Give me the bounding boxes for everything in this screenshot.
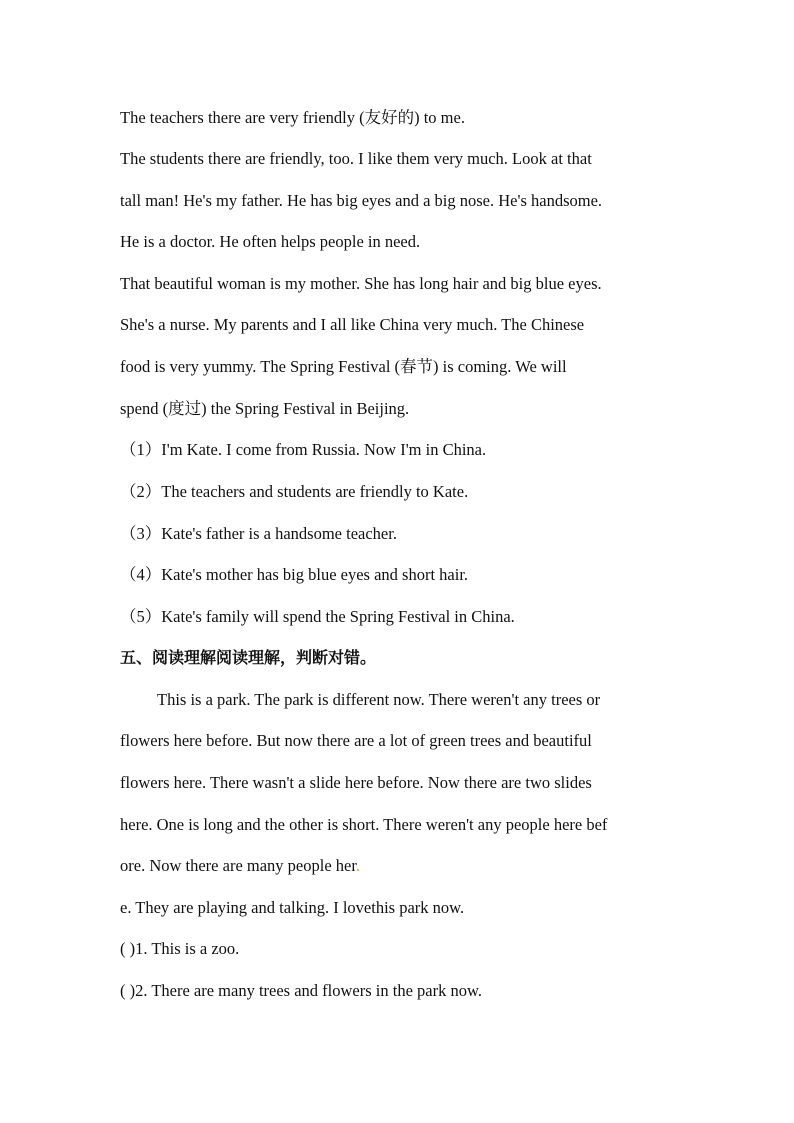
passage-line: She's a nurse. My parents and I all like China very much. The Chinese — [120, 315, 585, 334]
question-item: （3）Kate's father is a handsome teacher. — [120, 524, 397, 543]
passage-line: The teachers there are very friendly (友好的) to me. — [120, 108, 465, 127]
passage-line: The students there are friendly, too. I like them very much. Look at that — [120, 149, 592, 168]
question-item: （4）Kate's mother has big blue eyes and short hair. — [120, 565, 469, 584]
question-item: ( )2. There are many trees and flowers in the park now. — [120, 981, 482, 1000]
question-item: （5）Kate's family will spend the Spring Festival in China. — [120, 607, 515, 626]
passage-line: e. They are playing and talking. I lovethis park now. — [120, 898, 465, 917]
question-item: （1）I'm Kate. I come from Russia. Now I'm in China. — [120, 440, 487, 459]
passage-line-wrap — [120, 856, 360, 876]
passage-line: flowers here before. But now there are a lot of green trees and beautiful — [120, 731, 592, 750]
passage-line: He is a doctor. He often helps people in need. — [120, 232, 421, 251]
stray-mark: . — [355, 856, 361, 875]
section-heading: 五、阅读理解阅读理解，判断对错。 — [120, 648, 377, 667]
passage-line: That beautiful woman is my mother. She has long hair and big blue eyes. — [120, 274, 602, 293]
passage-line: tall man! He's my father. He has big eyes and a big nose. He's handsome. — [120, 191, 603, 210]
passage-line: flowers here. There wasn't a slide here before. Now there are two slides — [120, 773, 592, 792]
passage-line: spend (度过) the Spring Festival in Beijing. — [120, 399, 410, 418]
passage-line: This is a park. The park is different now. There weren't any trees or — [157, 690, 601, 709]
question-item: （2）The teachers and students are friendly to Kate. — [120, 482, 469, 501]
passage-line: here. One is long and the other is short. There weren't any people here bef — [120, 815, 608, 834]
passage-line-text: ore. Now there are many people her — [120, 856, 356, 875]
question-item: ( )1. This is a zoo. — [120, 939, 240, 958]
passage-line: food is very yummy. The Spring Festival (春节) is coming. We will — [120, 357, 567, 376]
